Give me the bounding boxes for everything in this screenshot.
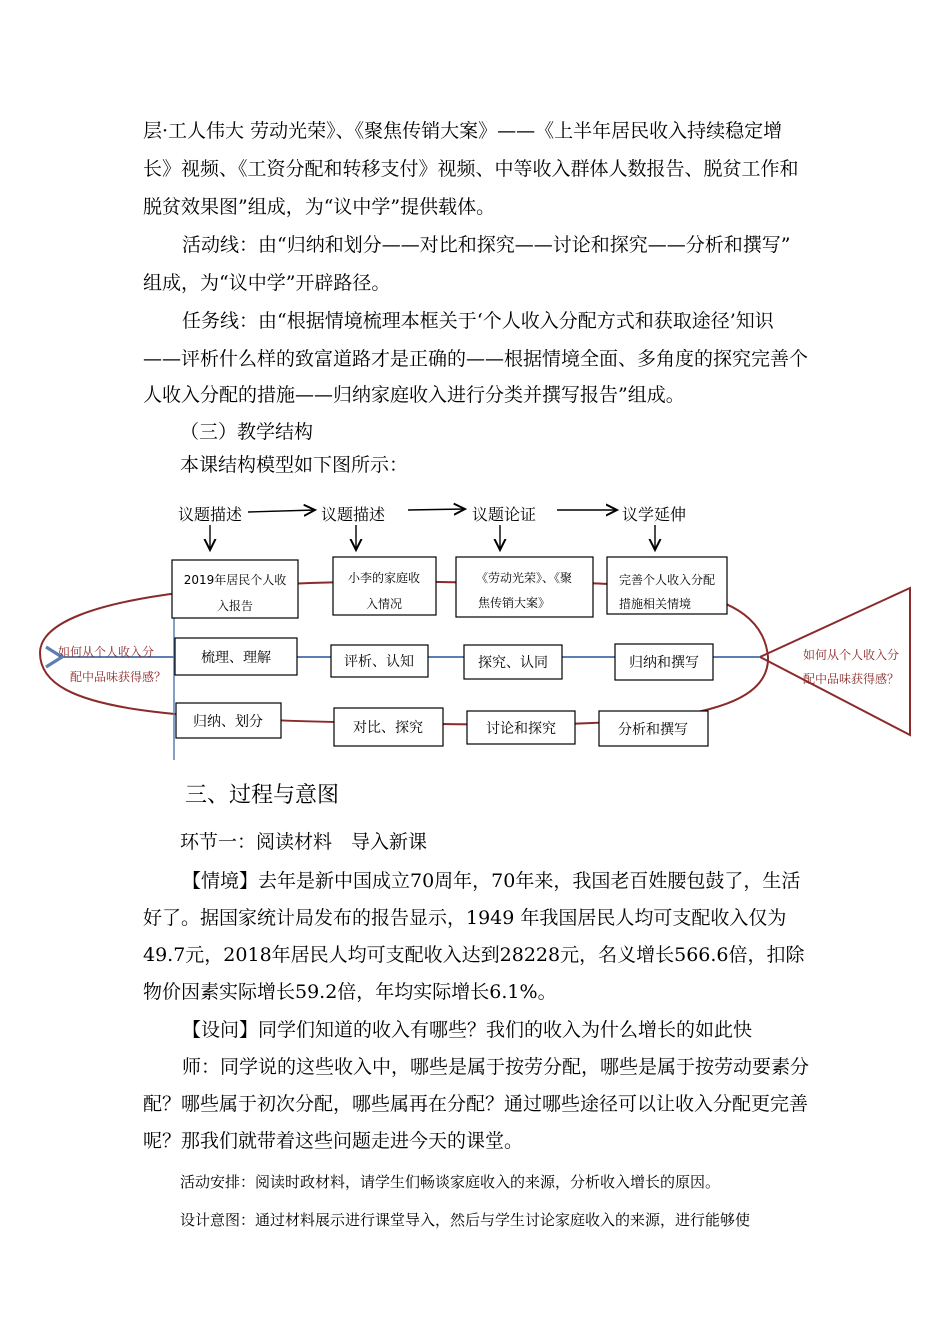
bot-box-2	[334, 708, 443, 746]
top-box-2	[333, 557, 436, 615]
box-text: 入情况	[365, 597, 403, 611]
stage-label: 议题论证	[472, 505, 537, 524]
box-text: 梳理、理解	[201, 650, 271, 666]
bot-box-4	[599, 711, 708, 746]
box-text: 《劳动光荣》、《聚	[475, 571, 573, 585]
text-line: 组成，为“议中学”开辟路径。	[143, 272, 391, 294]
bot-box-1	[176, 703, 281, 738]
box-text: 完善个人收入分配	[618, 573, 716, 587]
design-note: 设计意图：通过材料展示进行课堂导入，然后与学生讨论家庭收入的来源，进行能够使	[180, 1211, 751, 1229]
box-text: 小李的家庭收	[347, 571, 421, 585]
top-box-3	[456, 557, 593, 617]
mid-box-3	[464, 645, 562, 679]
mid-box-1	[175, 638, 297, 675]
text-line: 层·工人伟大 劳动光荣》、《聚焦传销大案》——《上半年居民收入持续稳定增	[143, 120, 783, 142]
stage-label: 议题描述	[178, 505, 243, 524]
box-text: 分析和撰写	[618, 722, 688, 738]
top-box-4	[607, 557, 727, 614]
section-title: （三）教学结构	[180, 421, 314, 443]
box-text: 措施相关情境	[618, 597, 692, 611]
mid-box-4	[615, 644, 713, 680]
box-text: 对比、探究	[353, 720, 423, 736]
part-title: 三、过程与意图	[185, 783, 340, 808]
head-question: 如何从个人收入分	[58, 645, 155, 659]
text-line: 人收入分配的措施——归纳家庭收入进行分类并撰写报告”组成。	[143, 384, 685, 406]
text-line: 配？哪些属于初次分配，哪些属再在分配？通过哪些途径可以让收入分配更完善	[143, 1093, 809, 1115]
box-text: 2019年居民个人收	[183, 573, 287, 587]
text-line: 呢？那我们就带着这些问题走进今天的课堂。	[143, 1130, 524, 1152]
head-question: 配中品味获得感？	[70, 670, 167, 684]
text-line: ——评析什么样的致富道路才是正确的——根据情境全面、多角度的探究完善个	[143, 348, 809, 370]
top-box-1	[172, 560, 298, 618]
box-text: 讨论和探究	[486, 721, 556, 737]
box-text: 焦传销大案》	[477, 596, 551, 610]
box-text: 探究、认同	[478, 655, 548, 671]
box-text: 入报告	[216, 599, 254, 613]
stage-label: 议学延伸	[622, 505, 687, 524]
activity-note: 活动安排：阅读时政材料，请学生们畅谈家庭收入的来源，分析收入增长的原因。	[180, 1173, 721, 1191]
stage-arrow	[248, 510, 315, 512]
text-line: 活动线：由“归纳和划分——对比和探究——讨论和探究——分析和撰写”	[182, 234, 791, 256]
teaching-structure-diagram	[0, 480, 950, 770]
text-line: 师：同学说的这些收入中，哪些是属于按劳分配，哪些是属于按劳动要素分	[182, 1056, 810, 1078]
text-line: 物价因素实际增长59.2倍，年均实际增长6.1%。	[143, 981, 557, 1003]
box-text: 归纳和撰写	[629, 655, 699, 671]
link-title: 环节一：阅读材料 导入新课	[180, 831, 428, 853]
stage-arrow	[408, 509, 465, 510]
text-line: 【情境】去年是新中国成立70周年，70年来，我国老百姓腰包鼓了，生活	[182, 870, 801, 892]
text-line: 脱贫效果图”组成，为“议中学”提供载体。	[143, 196, 496, 218]
bot-box-3	[467, 711, 575, 744]
stage-label: 议题描述	[321, 505, 386, 524]
text-line: 本课结构模型如下图所示：	[180, 454, 409, 476]
text-line: 好了。据国家统计局发布的报告显示，1949 年我国居民人均可支配收入仅为	[143, 907, 787, 929]
text-line: 49.7元，2018年居民人均可支配收入达到28228元，名义增长566.6倍，扣除	[143, 944, 805, 966]
box-text: 归纳、划分	[193, 714, 263, 730]
text-line: 任务线：由“根据情境梳理本框关于‘个人收入分配方式和获取途径’知识	[182, 310, 774, 332]
box-text: 评析、认知	[344, 654, 414, 670]
tail-question: 如何从个人收入分	[803, 648, 900, 662]
tail-question: 配中品味获得感？	[803, 672, 900, 686]
text-line: 长》视频、《工资分配和转移支付》视频、中等收入群体人数报告、脱贫工作和	[143, 158, 799, 180]
text-line: 【设问】同学们知道的收入有哪些？我们的收入为什么增长的如此快	[182, 1019, 753, 1041]
mid-box-2	[331, 645, 428, 677]
